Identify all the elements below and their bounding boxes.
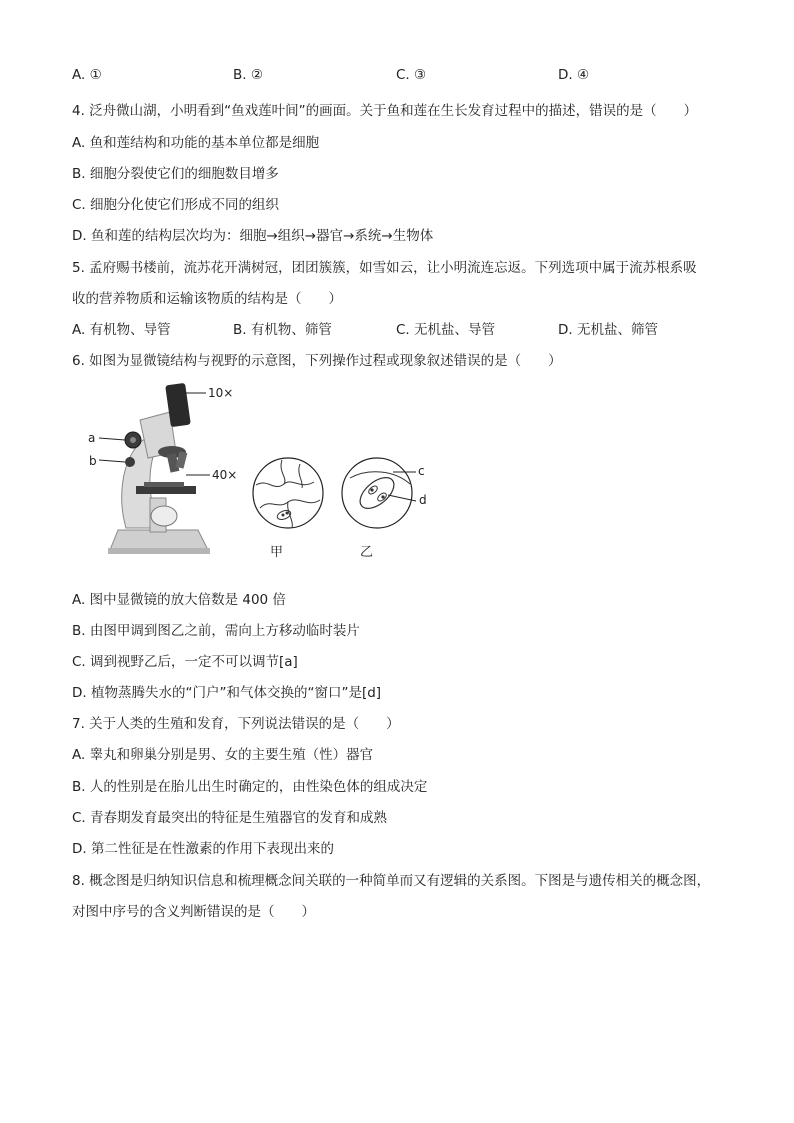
q6-option-a: A. 图中显微镜的放大倍数是 400 倍 — [72, 592, 286, 608]
q6-option-c: C. 调到视野乙后，一定不可以调节[a] — [72, 654, 298, 670]
q4-option-d: D. 鱼和莲的结构层次均为：细胞→组织→器官→系统→生物体 — [72, 228, 434, 244]
q7-stem: 7. 关于人类的生殖和发育，下列说法错误的是（ ） — [72, 716, 400, 732]
caption-jia: 甲 — [270, 545, 284, 560]
q5-option-b: B. 有机物、筛管 — [233, 322, 332, 338]
label-c: c — [418, 464, 425, 478]
label-objective-magnification: 40× — [212, 468, 238, 482]
label-d: d — [419, 493, 427, 507]
q7-option-b: B. 人的性别是在胎儿出生时确定的，由性染色体的组成决定 — [72, 779, 428, 795]
q3-option-d: D. ④ — [558, 67, 590, 83]
q5-option-c: C. 无机盐、导管 — [396, 322, 496, 338]
microscope-figure — [88, 380, 448, 565]
label-b: b — [89, 454, 97, 468]
q4-option-c: C. 细胞分化使它们形成不同的组织 — [72, 197, 280, 213]
q3-option-b: B. ② — [233, 67, 263, 83]
field-of-view-jia — [253, 458, 323, 528]
q8-stem-line2: 对图中序号的含义判断错误的是（ ） — [72, 904, 315, 920]
q5-stem-line1: 5. 孟府赐书楼前，流苏花开满树冠，团团簇簇，如雪如云，让小明流连忘返。下列选项中属于流苏根系吸 — [72, 260, 697, 276]
field-of-view-yi — [342, 458, 412, 528]
q7-option-a: A. 睾丸和卵巢分别是男、女的主要生殖（性）器官 — [72, 747, 374, 763]
stage — [136, 486, 196, 494]
mirror — [151, 506, 177, 526]
q3-option-c: C. ③ — [396, 67, 427, 83]
caption-yi: 乙 — [360, 545, 374, 560]
q4-option-b: B. 细胞分裂使它们的细胞数目增多 — [72, 166, 279, 182]
q6-stem: 6. 如图为显微镜结构与视野的示意图，下列操作过程或现象叙述错误的是（ ） — [72, 353, 562, 369]
q7-option-c: C. 青春期发育最突出的特征是生殖器官的发育和成熟 — [72, 810, 388, 826]
q4-stem: 4. 泛舟微山湖，小明看到“鱼戏莲叶间”的画面。关于鱼和莲在生长发育过程中的描述，错误的是（ ） — [72, 103, 698, 119]
label-eyepiece-magnification: 10× — [208, 386, 234, 400]
label-a: a — [88, 431, 96, 445]
q3-option-a: A. ① — [72, 67, 102, 83]
q5-stem-line2: 收的营养物质和运输该物质的结构是（ ） — [72, 291, 342, 307]
q8-stem-line1: 8. 概念图是归纳知识信息和梳理概念间关联的一种简单而又有逻辑的关系图。下图是与遗传相关的概念图， — [72, 873, 711, 889]
q6-option-d: D. 植物蒸腾失水的“门户”和气体交换的“窗口”是[d] — [72, 685, 382, 701]
fine-focus-knob — [125, 457, 135, 467]
q5-option-a: A. 有机物、导管 — [72, 322, 171, 338]
microscope-base — [110, 530, 208, 550]
q5-option-d: D. 无机盐、筛管 — [558, 322, 658, 338]
q7-option-d: D. 第二性征是在性激素的作用下表现出来的 — [72, 841, 334, 857]
q4-option-a: A. 鱼和莲结构和功能的基本单位都是细胞 — [72, 135, 320, 151]
q6-option-b: B. 由图甲调到图乙之前，需向上方移动临时装片 — [72, 623, 360, 639]
